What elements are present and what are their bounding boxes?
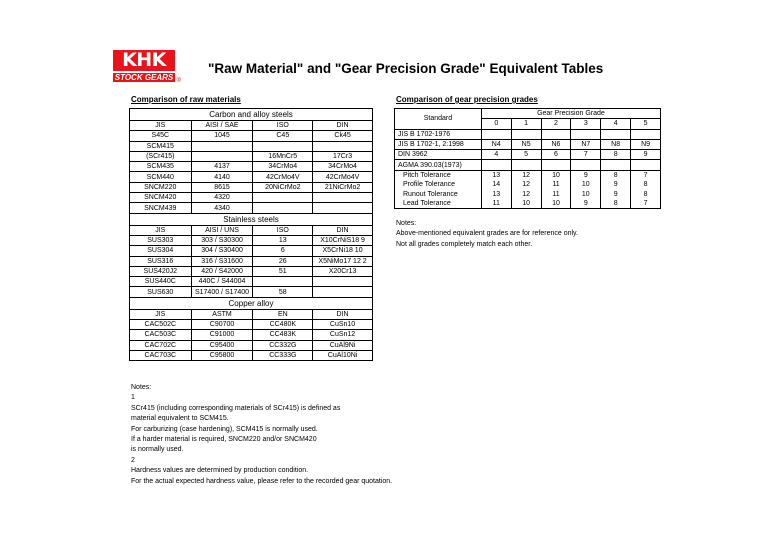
table-row — [395, 150, 661, 160]
note-line: 1 — [131, 394, 135, 402]
grade-cell: 8 — [601, 199, 631, 209]
note-line: Not all grades completely match each other. — [396, 240, 533, 248]
table-row — [130, 182, 373, 192]
table-cell: 316 / S31600 — [191, 256, 253, 266]
section-row — [130, 213, 373, 225]
grade-cell: 11 — [481, 199, 511, 209]
section-row — [130, 109, 373, 121]
table-cell: X20Cr13 — [313, 266, 373, 276]
table-cell: SNCM439 — [130, 203, 192, 213]
table-cell: C45 — [253, 131, 313, 141]
grade-cell: 10 — [541, 170, 571, 180]
column-header-row — [130, 121, 373, 131]
table-cell: 34CrMo4 — [313, 162, 373, 172]
grade-cell: N7 — [571, 139, 601, 149]
khk-logo — [113, 49, 181, 84]
table-cell: SUS304 — [130, 246, 192, 256]
column-header: EN — [253, 309, 313, 319]
column-header: AISI / UNS — [191, 225, 253, 235]
table-cell: C90700 — [191, 320, 253, 330]
grade-cell: 13 — [481, 189, 511, 198]
table-row — [130, 193, 373, 203]
table-cell: CuSn10 — [313, 320, 373, 330]
note-line: Hardness values are determined by production condition. — [131, 467, 309, 475]
table-row — [130, 330, 373, 340]
table-row — [395, 139, 661, 149]
precision-table — [394, 108, 661, 209]
table-cell: SCM435 — [130, 162, 192, 172]
grade-cell — [541, 160, 571, 170]
grade-cell: 7 — [631, 170, 661, 180]
table-cell: CAC503C — [130, 330, 192, 340]
table-row — [395, 160, 661, 170]
grade-cell: N4 — [481, 139, 511, 149]
grade-cell — [511, 129, 541, 139]
table-cell: X5NiMo17 12 2 — [313, 256, 373, 266]
grade-cell: 9 — [571, 199, 601, 209]
note-line: Notes: — [396, 220, 417, 227]
column-header: ASTM — [191, 309, 253, 319]
table-cell — [313, 277, 373, 287]
table-cell: 42CrMo4V — [313, 172, 373, 182]
standard-label: Pitch Tolerance — [395, 170, 482, 180]
column-header: DIN — [313, 309, 373, 319]
grade-group-header: Gear Precision Grade — [481, 109, 660, 119]
grade-cell — [571, 160, 601, 170]
table-cell: 440C / S44004 — [191, 277, 253, 287]
table-cell: SCM440 — [130, 172, 192, 182]
logo-text: KHK — [113, 50, 175, 71]
grade-cell: 5 — [511, 150, 541, 160]
grade-header: 1 — [511, 119, 541, 129]
grade-cell: 11 — [541, 189, 571, 198]
table-cell — [313, 141, 373, 151]
table-row — [130, 287, 373, 297]
table-cell: S17400 / S17400 — [191, 287, 253, 297]
table-cell: 1045 — [191, 131, 253, 141]
table-row — [130, 277, 373, 287]
grade-cell: 9 — [601, 180, 631, 189]
table-row — [395, 199, 661, 209]
grade-cell — [601, 160, 631, 170]
table-cell: CuAl9Ni — [313, 340, 373, 350]
column-header: ISO — [253, 121, 313, 131]
table-cell: 51 — [253, 266, 313, 276]
column-header: ISO — [253, 225, 313, 235]
section-title: Copper alloy — [130, 297, 373, 309]
grade-cell: 10 — [541, 199, 571, 209]
grade-cell — [631, 129, 661, 139]
table-cell: C95800 — [191, 350, 253, 360]
table-cell: SUS440C — [130, 277, 192, 287]
table-cell — [313, 287, 373, 297]
table-row — [130, 266, 373, 276]
table-cell — [253, 203, 313, 213]
column-header-row — [130, 309, 373, 319]
grade-cell: 7 — [571, 150, 601, 160]
column-header-row — [130, 225, 373, 235]
table-cell: 4340 — [191, 203, 253, 213]
note-line: Notes: — [131, 384, 152, 391]
table-cell: 303 / S30300 — [191, 235, 253, 245]
table-cell — [313, 203, 373, 213]
table-cell: 16MnCr5 — [253, 151, 313, 161]
table-cell: CuAl10Ni — [313, 350, 373, 360]
grade-cell: 9 — [601, 189, 631, 198]
table-cell: SUS303 — [130, 235, 192, 245]
table-cell: CC483K — [253, 330, 313, 340]
grade-header: 0 — [481, 119, 511, 129]
grade-cell: 13 — [481, 170, 511, 180]
table-cell: 26 — [253, 256, 313, 266]
table-row — [130, 131, 373, 141]
logo-subtext: STOCK GEARS — [114, 73, 174, 82]
column-header: DIN — [313, 225, 373, 235]
grade-cell: 10 — [571, 189, 601, 198]
grade-header: 2 — [541, 119, 571, 129]
grade-cell: 8 — [601, 150, 631, 160]
materials-table — [129, 108, 373, 361]
grade-cell: 8 — [631, 180, 661, 189]
table-cell: 20NiCrMo2 — [253, 182, 313, 192]
table-cell: SNCM420 — [130, 193, 192, 203]
grade-cell: 10 — [571, 180, 601, 189]
grade-cell — [631, 160, 661, 170]
grade-cell: 7 — [631, 199, 661, 209]
grade-cell: 8 — [601, 170, 631, 180]
grade-cell: 12 — [511, 180, 541, 189]
grade-cell — [571, 129, 601, 139]
standard-label: AGMA 390.03(1973) — [395, 160, 482, 170]
table-cell: SUS420J2 — [130, 266, 192, 276]
grade-header: 3 — [571, 119, 601, 129]
table-cell: CC480K — [253, 320, 313, 330]
standard-label: DIN 3962 — [395, 150, 482, 160]
note-line: For carburizing (case hardening), SCM415 is normally used. — [131, 425, 318, 433]
note-line: material equivalent to SCM415. — [131, 415, 229, 423]
note-line: If a harder material is required, SNCM220 and/or SNCM420 — [131, 435, 317, 443]
table-cell — [253, 277, 313, 287]
table-cell: 21NiCrMo2 — [313, 182, 373, 192]
table-row — [395, 189, 661, 198]
grade-cell: N5 — [511, 139, 541, 149]
grade-cell: 6 — [541, 150, 571, 160]
table-cell: CuSn12 — [313, 330, 373, 340]
grade-cell: 9 — [571, 170, 601, 180]
table-cell: S45C — [130, 131, 192, 141]
table-cell: 34CrMo4 — [253, 162, 313, 172]
table-cell: SNCM220 — [130, 182, 192, 192]
column-header: JIS — [130, 121, 192, 131]
column-header: AISI / SAE — [191, 121, 253, 131]
grade-cell: 9 — [631, 150, 661, 160]
table-row — [130, 350, 373, 360]
grade-cell: N9 — [631, 139, 661, 149]
table-cell: 4140 — [191, 172, 253, 182]
grade-header: 5 — [631, 119, 661, 129]
precision-notes — [396, 219, 578, 250]
table-cell: 58 — [253, 287, 313, 297]
table-row — [130, 151, 373, 161]
table-cell: X5CrNi18 10 — [313, 246, 373, 256]
table-cell: CAC702C — [130, 340, 192, 350]
table-row — [130, 246, 373, 256]
grade-cell: 14 — [481, 180, 511, 189]
note-line: is normally used. — [131, 446, 184, 454]
table-cell: SCM415 — [130, 141, 192, 151]
grade-cell: 10 — [511, 199, 541, 209]
grade-cell: N8 — [601, 139, 631, 149]
table-cell: C91000 — [191, 330, 253, 340]
table-cell — [191, 151, 253, 161]
grade-cell — [511, 160, 541, 170]
grade-cell: 12 — [511, 189, 541, 198]
grade-cell — [481, 129, 511, 139]
precision-caption: Comparison of gear precision grades — [396, 95, 538, 104]
grade-cell — [481, 160, 511, 170]
standard-label: JIS B 1702-1976 — [395, 129, 482, 139]
table-cell: 17Cr3 — [313, 151, 373, 161]
standard-label: Profile Tolerance — [395, 180, 482, 189]
note-line: For the actual expected hardness value, please refer to the recorded gear quotation. — [131, 477, 393, 485]
grade-cell: 8 — [631, 189, 661, 198]
note-line: 2 — [131, 456, 135, 464]
table-cell: 8615 — [191, 182, 253, 192]
table-row — [130, 256, 373, 266]
table-cell: SUS630 — [130, 287, 192, 297]
table-row — [395, 170, 661, 180]
table-row — [130, 320, 373, 330]
grade-cell: N6 — [541, 139, 571, 149]
table-cell: 13 — [253, 235, 313, 245]
table-row — [130, 340, 373, 350]
material-notes — [131, 383, 392, 487]
column-header: JIS — [130, 225, 192, 235]
standard-label: Runout Tolerance — [395, 189, 482, 198]
table-row — [395, 180, 661, 189]
table-cell — [313, 193, 373, 203]
grade-header: 4 — [601, 119, 631, 129]
section-row — [130, 297, 373, 309]
materials-caption: Comparison of raw materials — [131, 95, 241, 104]
section-title: Stainless steels — [130, 213, 373, 225]
column-header: JIS — [130, 309, 192, 319]
column-header: DIN — [313, 121, 373, 131]
standard-label: JIS B 1702-1, 2:1998 — [395, 139, 482, 149]
table-cell: CC332G — [253, 340, 313, 350]
table-cell: X10CrNiS18 9 — [313, 235, 373, 245]
table-cell: Ck45 — [313, 131, 373, 141]
table-cell: SUS316 — [130, 256, 192, 266]
table-row — [130, 162, 373, 172]
table-cell: (SCr415) — [130, 151, 192, 161]
standard-label: Lead Tolerance — [395, 199, 482, 209]
table-row — [130, 203, 373, 213]
grade-cell: 4 — [481, 150, 511, 160]
grade-cell: 12 — [511, 170, 541, 180]
table-cell — [253, 141, 313, 151]
table-row — [130, 172, 373, 182]
table-row — [130, 235, 373, 245]
table-cell: 6 — [253, 246, 313, 256]
table-cell — [191, 141, 253, 151]
registered-mark: ® — [176, 78, 181, 84]
note-line: SCr415 (including corresponding materials of SCr415) is defined as — [131, 404, 341, 412]
table-row — [130, 141, 373, 151]
standard-header: Standard — [395, 109, 482, 130]
grade-cell: 11 — [541, 180, 571, 189]
table-cell — [253, 193, 313, 203]
table-cell: 42CrMo4V — [253, 172, 313, 182]
section-title: Carbon and alloy steels — [130, 109, 373, 121]
table-cell: CAC703C — [130, 350, 192, 360]
table-row — [395, 129, 661, 139]
note-line: Above-mentioned equivalent grades are for reference only. — [396, 230, 578, 238]
table-cell: 4320 — [191, 193, 253, 203]
grade-cell — [601, 129, 631, 139]
table-cell: CC333G — [253, 350, 313, 360]
table-cell: 4137 — [191, 162, 253, 172]
table-cell: CAC502C — [130, 320, 192, 330]
page-title: "Raw Material" and "Gear Precision Grade" Equivalent Tables — [208, 61, 604, 76]
grade-cell — [541, 129, 571, 139]
table-cell: C95400 — [191, 340, 253, 350]
table-cell: 304 / S30400 — [191, 246, 253, 256]
table-cell: 420 / S42000 — [191, 266, 253, 276]
